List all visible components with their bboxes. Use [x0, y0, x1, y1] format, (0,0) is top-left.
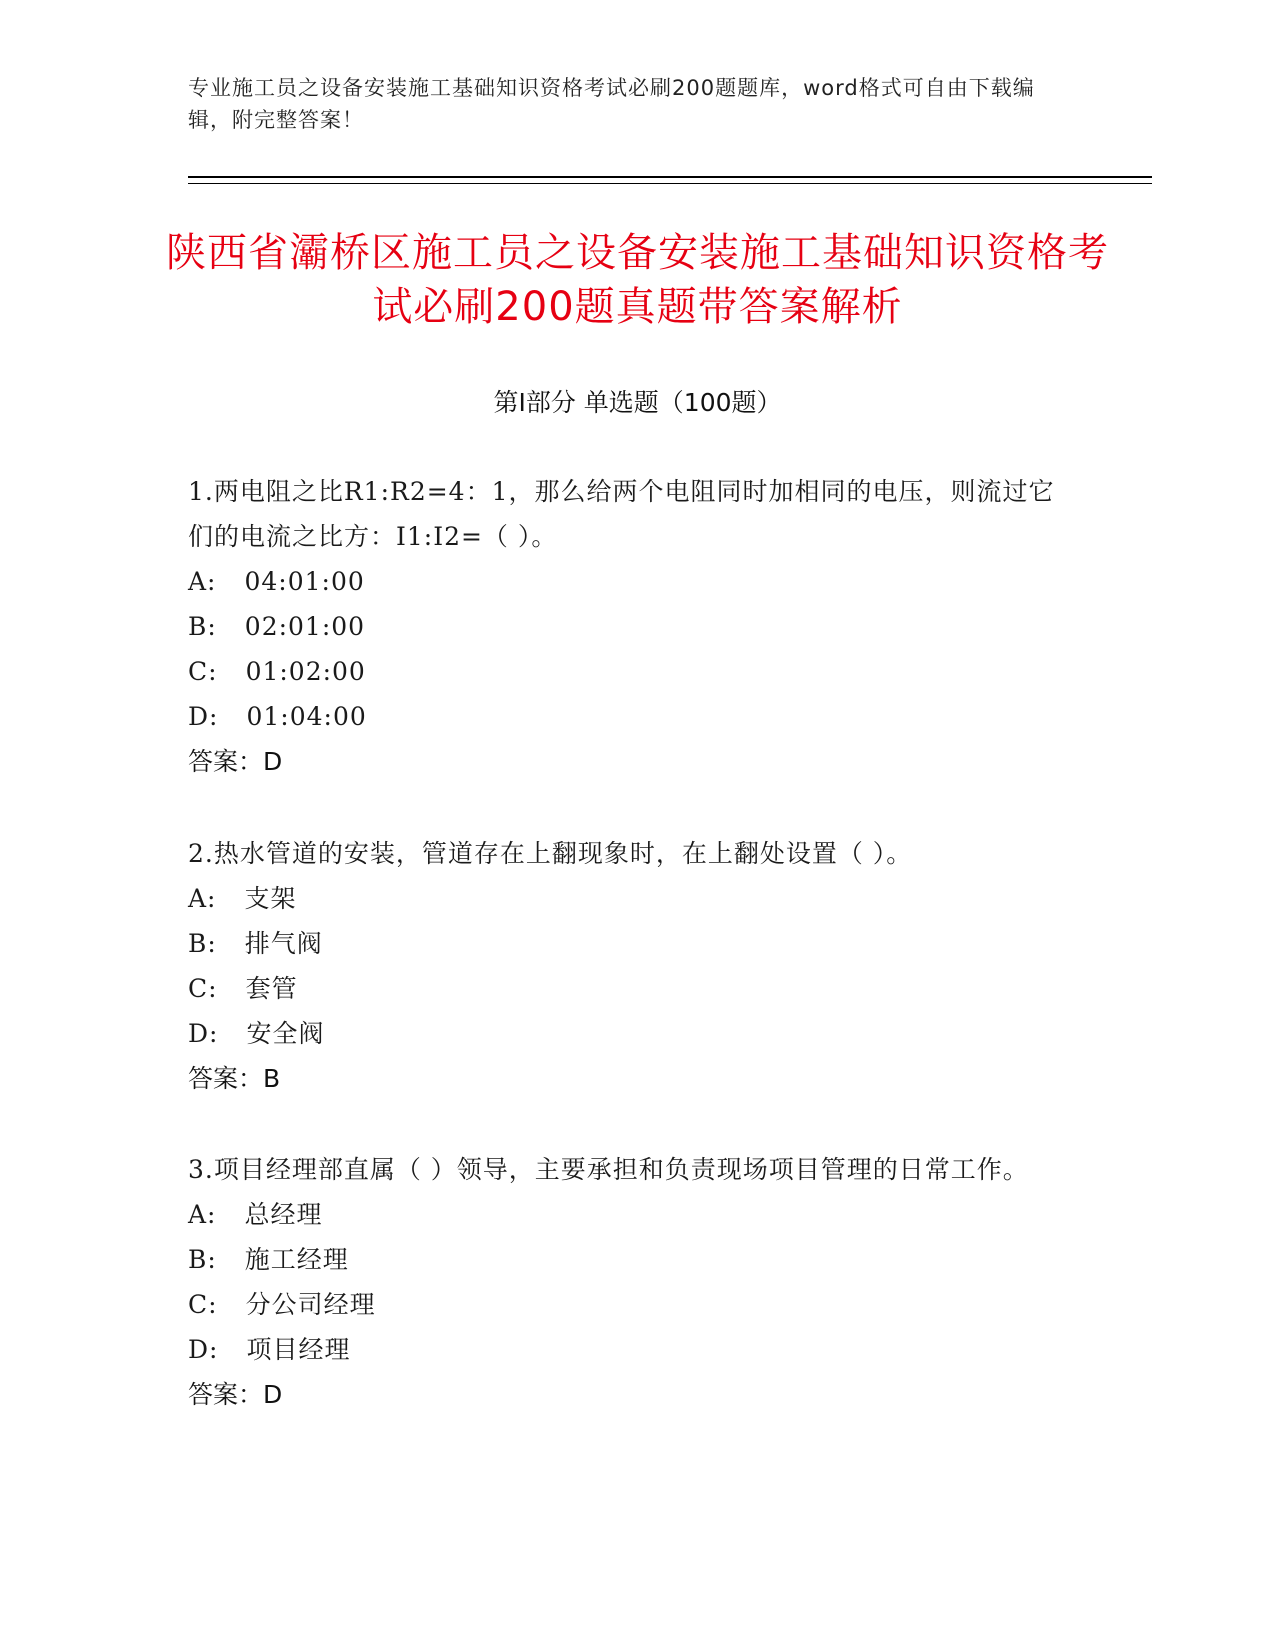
- option-text: 安全阀: [246, 1019, 325, 1048]
- option-d: [188, 1327, 1068, 1372]
- option-text: 套管: [245, 974, 298, 1003]
- option-text: 支架: [244, 884, 297, 913]
- header-note: 专业施工员之设备安装施工基础知识资格考试必刷200题题库，word格式可自由下载编辑，附完整答案！: [188, 76, 1035, 132]
- option-a: [188, 1192, 1068, 1237]
- option-key: C:: [188, 657, 218, 686]
- option-text: 分公司经理: [245, 1290, 376, 1319]
- answer-line: 答案：D: [188, 1380, 283, 1409]
- answer-line: 答案：D: [188, 747, 283, 776]
- option-key: D:: [188, 1019, 219, 1048]
- option-key: A:: [188, 884, 217, 913]
- question-stem: 1.两电阻之比R1:R2=4：1，那么给两个电阻同时加相同的电压，则流过它们的电流之比方：I1:I2=（ ）。: [188, 477, 1055, 551]
- option-key: D:: [188, 1335, 219, 1364]
- question-block: [188, 469, 1068, 784]
- document-title: 陕西省灞桥区施工员之设备安装施工基础知识资格考试必刷200题真题带答案解析: [166, 230, 1109, 330]
- option-b: [188, 921, 1068, 966]
- option-text: 项目经理: [246, 1335, 351, 1364]
- header-divider: [188, 176, 1152, 178]
- option-text: 02:01:00: [244, 612, 366, 641]
- option-key: A:: [188, 567, 217, 596]
- option-text: 排气阀: [244, 929, 323, 958]
- option-c: [188, 649, 1068, 694]
- option-b: [188, 604, 1068, 649]
- answer-line: 答案：B: [188, 1064, 281, 1093]
- option-key: B:: [188, 1245, 217, 1274]
- option-key: B:: [188, 929, 217, 958]
- question-block: [188, 1147, 1068, 1417]
- option-key: D:: [188, 702, 219, 731]
- option-d: [188, 694, 1068, 739]
- option-a: [188, 876, 1068, 921]
- option-text: 04:01:00: [244, 567, 365, 596]
- option-key: C:: [188, 974, 218, 1003]
- section-title: 第Ⅰ部分 单选题（100题）: [493, 388, 782, 417]
- option-b: [188, 1237, 1068, 1282]
- question-block: [188, 831, 1068, 1101]
- option-key: A:: [188, 1200, 217, 1229]
- option-d: [188, 1011, 1068, 1056]
- header-divider-thin: [188, 183, 1152, 184]
- option-text: 施工经理: [244, 1245, 349, 1274]
- option-c: [188, 1282, 1068, 1327]
- option-text: 01:02:00: [245, 657, 366, 686]
- option-c: [188, 966, 1068, 1011]
- question-stem: 3.项目经理部直属（ ）领导，主要承担和负责现场项目管理的日常工作。: [188, 1155, 1029, 1184]
- option-key: B:: [188, 612, 217, 641]
- option-a: [188, 559, 1068, 604]
- question-stem: 2.热水管道的安装，管道存在上翻现象时，在上翻处设置（ ）。: [188, 839, 913, 868]
- option-key: C:: [188, 1290, 218, 1319]
- option-text: 总经理: [244, 1200, 323, 1229]
- option-text: 01:04:00: [246, 702, 367, 731]
